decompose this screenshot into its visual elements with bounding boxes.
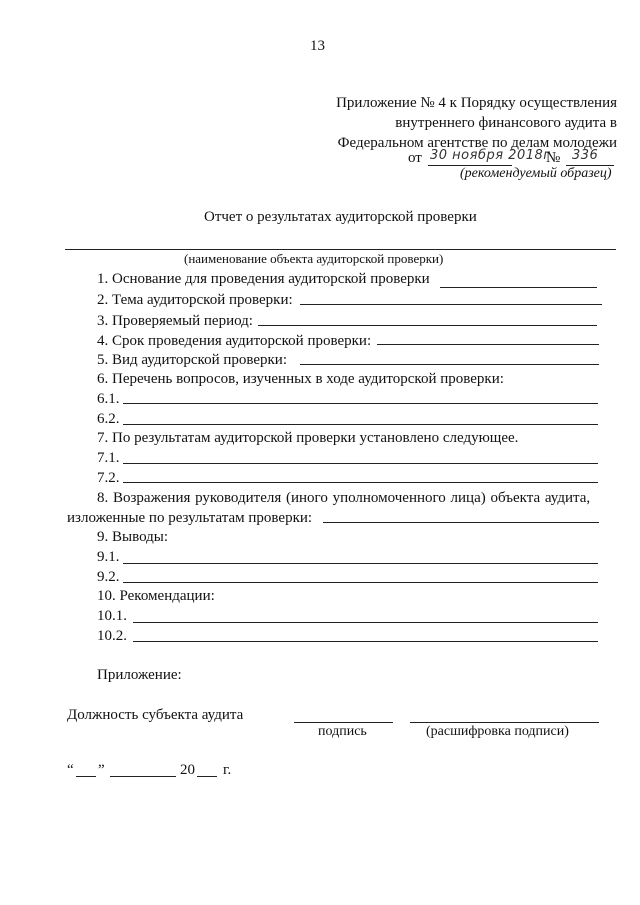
handwritten-number: 336 — [572, 148, 599, 163]
item-9-label: 9. Выводы: — [97, 529, 169, 545]
item-6-2-label: 6.2. — [97, 411, 120, 427]
item-9-1-label: 9.1. — [97, 549, 120, 565]
item-1-field[interactable] — [440, 287, 597, 288]
item-9-2-field[interactable] — [123, 582, 598, 583]
item-7-2-field[interactable] — [123, 482, 598, 483]
item-4-field[interactable] — [377, 344, 599, 345]
item-10-2-label: 10.2. — [97, 628, 127, 644]
item-7-1-label: 7.1. — [97, 450, 120, 466]
item-3-field[interactable] — [258, 325, 597, 326]
item-7-1-field[interactable] — [123, 463, 598, 464]
item-8-field[interactable] — [323, 522, 599, 523]
object-name-caption: (наименование объекта аудиторской проверки) — [184, 251, 444, 266]
sample-note: (рекомендуемый образец) — [460, 166, 612, 181]
appendix-line-2: внутреннего финансового аудита в — [395, 115, 617, 131]
item-4-label: 4. Срок проведения аудиторской проверки: — [97, 333, 372, 349]
item-5-label: 5. Вид аудиторской проверки: — [97, 352, 288, 368]
item-6-1-field[interactable] — [123, 403, 598, 404]
item-10-label: 10. Рекомендации: — [97, 588, 215, 604]
appendix-line-1: Приложение № 4 к Порядку осуществления — [336, 95, 617, 111]
appendix-line-3: Федеральном агентстве по делам молодежи — [337, 135, 617, 151]
signature-decode-line[interactable] — [410, 722, 599, 723]
document-title: Отчет о результатах аудиторской проверки — [204, 209, 477, 225]
item-7-2-label: 7.2. — [97, 470, 120, 486]
handwritten-date: 30 ноября 2018г — [430, 148, 551, 163]
item-6-1-label: 6.1. — [97, 391, 120, 407]
item-8-label-line-2: изложенные по результатам проверки: — [67, 510, 313, 526]
date-open-quote: “ — [67, 762, 74, 778]
attachment-label: Приложение: — [97, 667, 182, 683]
item-2-label: 2. Тема аудиторской проверки: — [97, 292, 293, 308]
object-name-line — [65, 249, 616, 250]
position-label: Должность субъекта аудита — [67, 707, 244, 723]
number-sign: № — [546, 150, 561, 166]
item-6-label: 6. Перечень вопросов, изученных в ходе аудиторской проверки: — [97, 371, 504, 387]
date-day-field[interactable] — [76, 776, 96, 777]
item-3-label: 3. Проверяемый период: — [97, 313, 253, 329]
date-year-prefix: 20 — [180, 762, 195, 778]
item-9-1-field[interactable] — [123, 563, 598, 564]
date-year-suffix: г. — [223, 762, 232, 778]
date-close-quote: ” — [98, 762, 105, 778]
item-2-field[interactable] — [300, 304, 602, 305]
item-5-field[interactable] — [300, 364, 599, 365]
signature-caption: подпись — [318, 724, 367, 739]
item-7-label: 7. По результатам аудиторской проверки установлено следующее. — [97, 430, 519, 446]
date-prefix: от — [408, 150, 422, 166]
item-10-1-field[interactable] — [133, 622, 598, 623]
signature-decode-caption: (расшифровка подписи) — [426, 724, 569, 739]
item-6-2-field[interactable] — [123, 424, 598, 425]
item-1-label: 1. Основание для проведения аудиторской проверки — [97, 271, 430, 287]
page-number: 13 — [310, 38, 325, 54]
item-9-2-label: 9.2. — [97, 569, 120, 585]
signature-line[interactable] — [294, 722, 393, 723]
item-8-label-line-1: 8. Возражения руководителя (иного уполномоченного лица) объекта аудита, — [97, 490, 591, 506]
date-month-field[interactable] — [110, 776, 176, 777]
item-10-1-label: 10.1. — [97, 608, 127, 624]
item-10-2-field[interactable] — [133, 641, 598, 642]
date-year-field[interactable] — [197, 776, 217, 777]
